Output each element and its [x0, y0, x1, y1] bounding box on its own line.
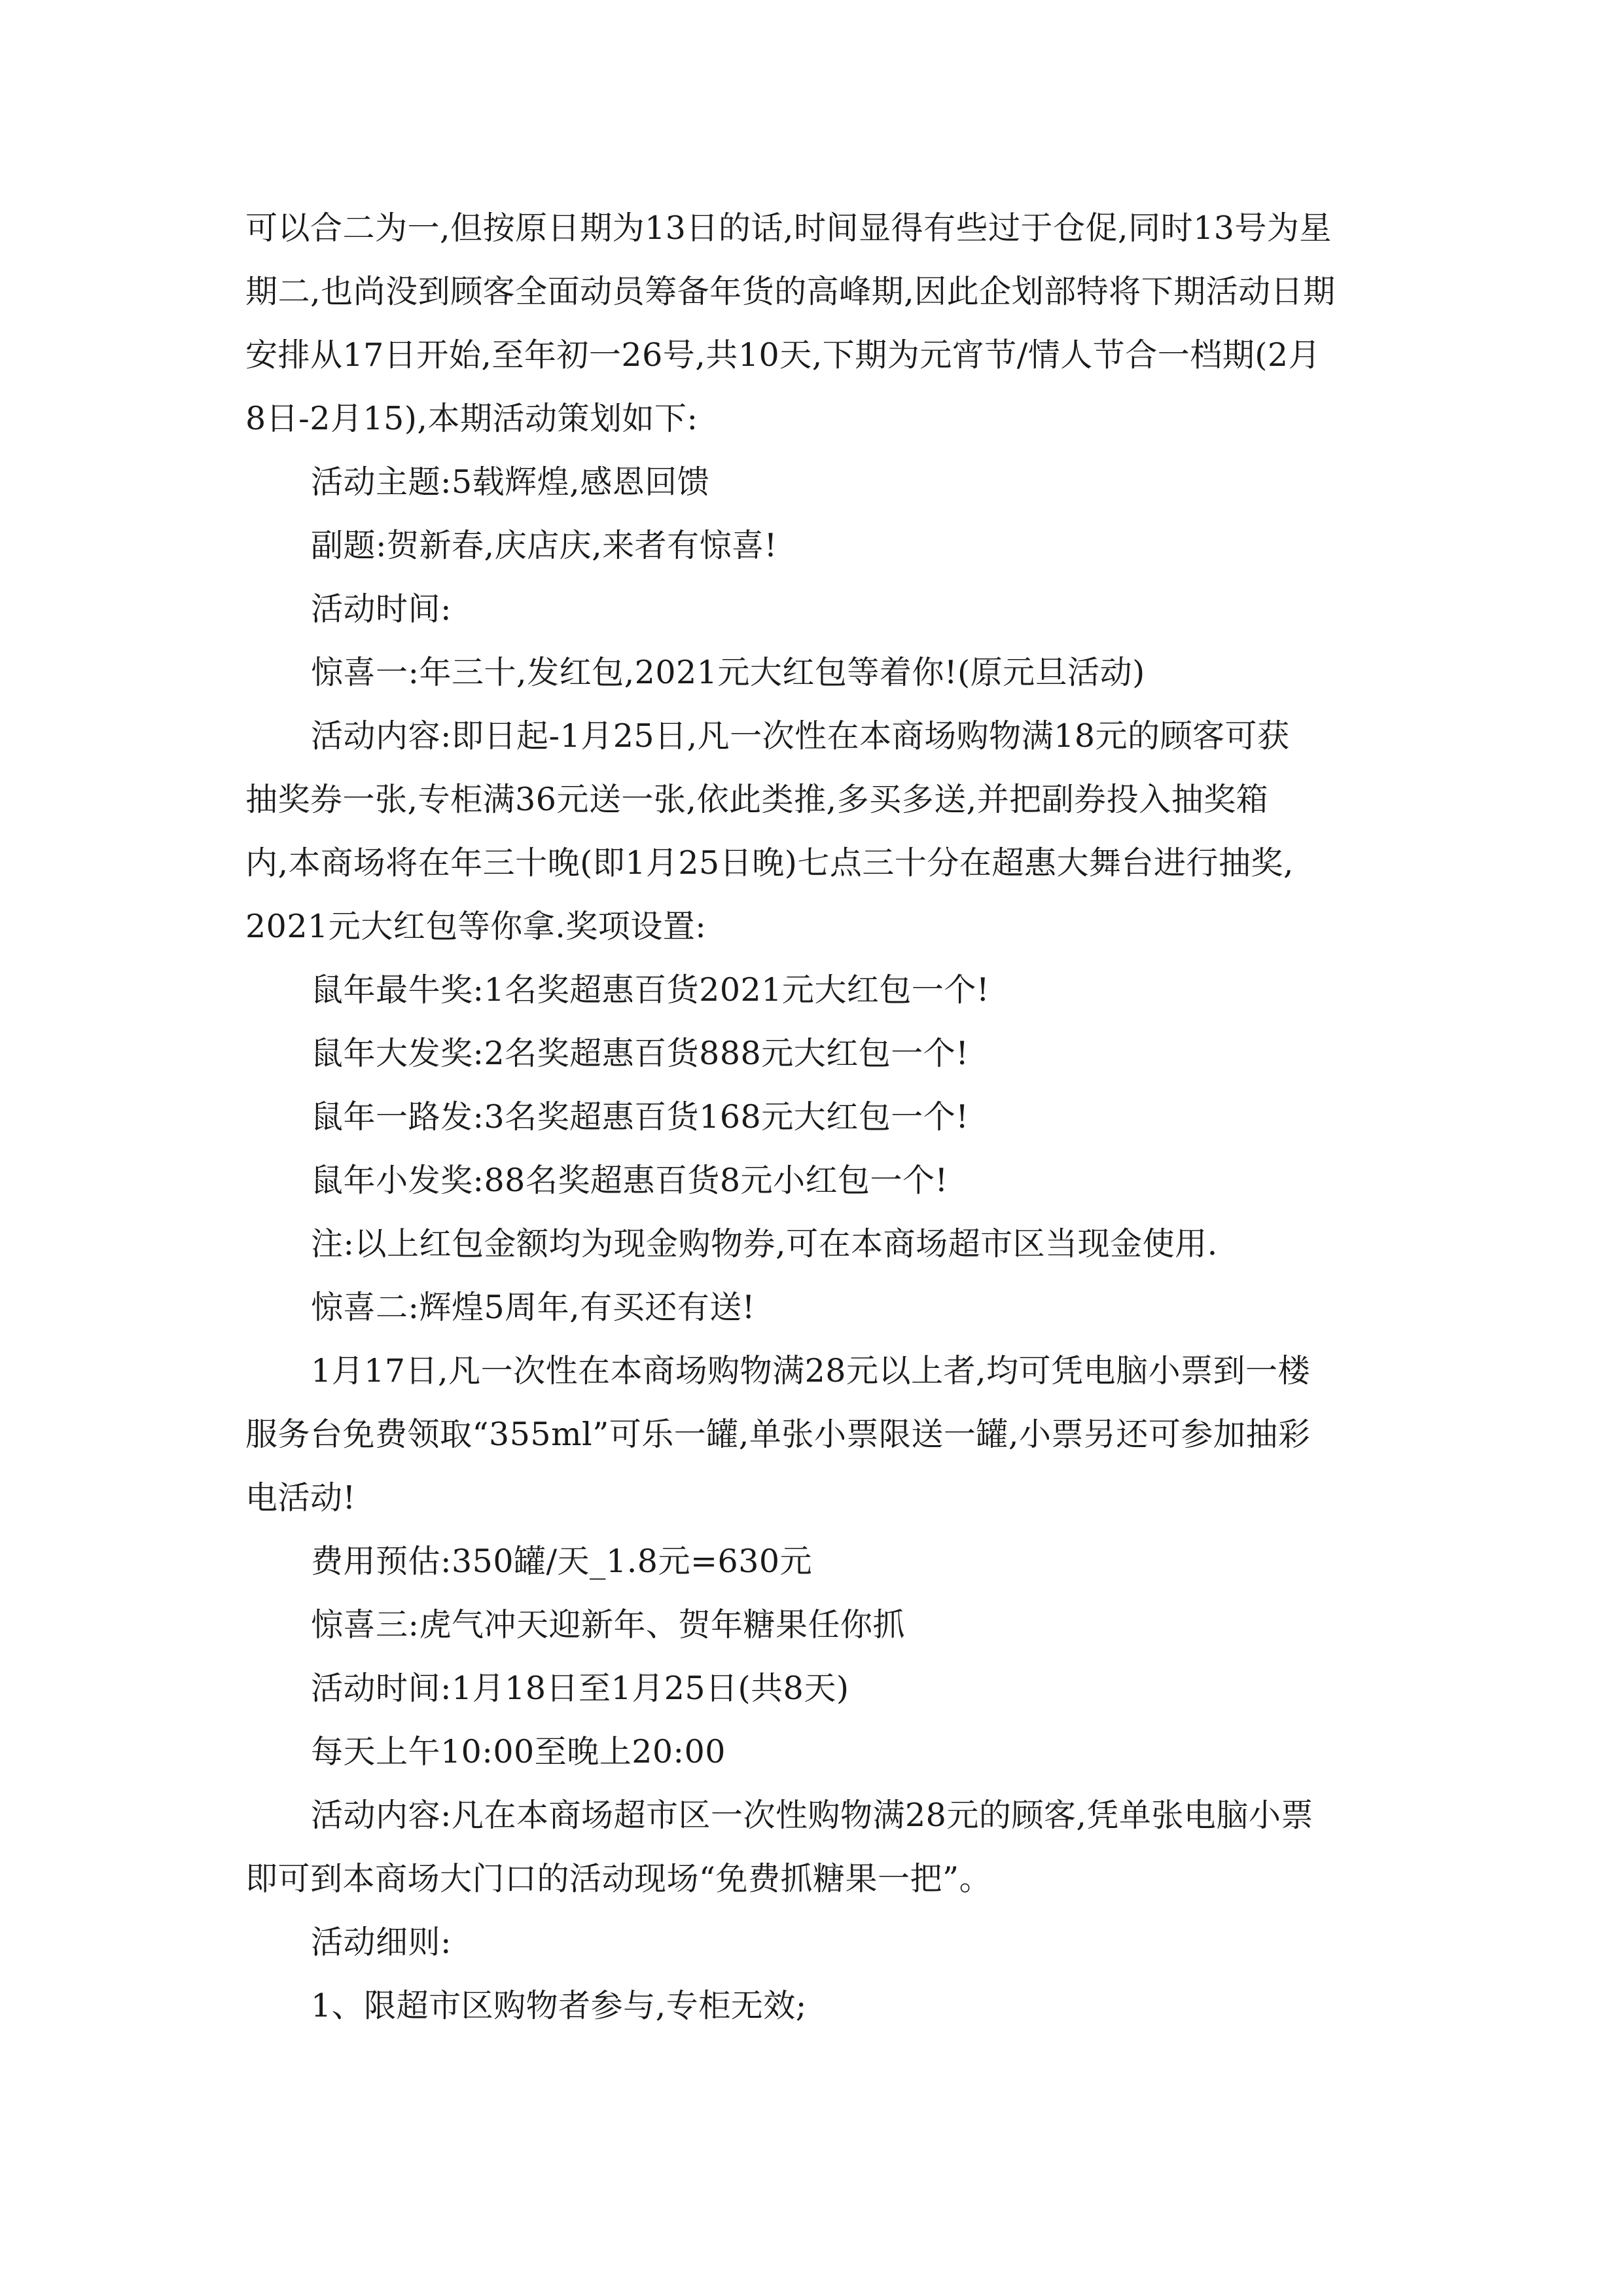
text-line: 内,本商场将在年三十晚(即1月25日晚)七点三十分在超惠大舞台进行抽奖,	[245, 844, 1294, 882]
text-line: 每天上午10:00至晚上20:00	[311, 1733, 726, 1770]
text-line: 安排从17日开始,至年初一26号,共10天,下期为元宵节/情人节合一档期(2月	[245, 336, 1321, 374]
text-line: 抽奖券一张,专柜满36元送一张,依此类推,多买多送,并把副券投入抽奖箱	[245, 781, 1269, 818]
text-line: 惊喜二:辉煌5周年,有买还有送!	[311, 1289, 755, 1326]
text-line: 副题:贺新春,庆店庆,来者有惊喜!	[311, 527, 777, 564]
text-line: 费用预估:350罐/天_1.8元=630元	[311, 1543, 813, 1580]
text-line: 活动细则:	[311, 1924, 452, 1961]
text-line: 活动主题:5载辉煌,感恩回馈	[311, 463, 710, 501]
text-line: 可以合二为一,但按原日期为13日的话,时间显得有些过于仓促,同时13号为星	[245, 209, 1332, 247]
text-line: 1月17日,凡一次性在本商场购物满28元以上者,均可凭电脑小票到一楼	[311, 1352, 1311, 1390]
text-line: 鼠年一路发:3名奖超惠百货168元大红包一个!	[311, 1098, 969, 1136]
text-line: 惊喜一:年三十,发红包,2021元大红包等着你!(原元旦活动)	[311, 654, 1145, 691]
text-line: 活动时间:	[311, 590, 452, 628]
text-line: 活动内容:即日起-1月25日,凡一次性在本商场购物满18元的顾客可获	[311, 717, 1290, 755]
text-line: 鼠年最牛奖:1名奖超惠百货2021元大红包一个!	[311, 971, 990, 1009]
text-line: 2021元大红包等你拿.奖项设置:	[245, 908, 707, 945]
text-line: 活动内容:凡在本商场超市区一次性购物满28元的顾客,凭单张电脑小票	[311, 1797, 1313, 1834]
text-line: 鼠年大发奖:2名奖超惠百货888元大红包一个!	[311, 1035, 969, 1072]
text-line: 期二,也尚没到顾客全面动员筹备年货的高峰期,因此企划部特将下期活动日期	[245, 273, 1336, 310]
text-line: 8日-2月15),本期活动策划如下:	[245, 400, 698, 437]
text-line: 惊喜三:虎气冲天迎新年、贺年糖果任你抓	[311, 1606, 906, 1643]
text-line: 服务台免费领取“355ml”可乐一罐,单张小票限送一罐,小票另还可参加抽彩	[245, 1416, 1311, 1453]
text-line: 注:以上红包金额均为现金购物券,可在本商场超市区当现金使用.	[311, 1225, 1218, 1263]
text-line: 1、限超市区购物者参与,专柜无效;	[311, 1987, 807, 2024]
document-body	[245, 196, 1381, 2037]
text-line: 活动时间:1月18日至1月25日(共8天)	[311, 1670, 849, 1707]
text-line: 即可到本商场大门口的活动现场“免费抓糖果一把”。	[245, 1860, 992, 1897]
text-line: 电活动!	[245, 1479, 356, 1516]
text-line: 鼠年小发奖:88名奖超惠百货8元小红包一个!	[311, 1162, 948, 1199]
